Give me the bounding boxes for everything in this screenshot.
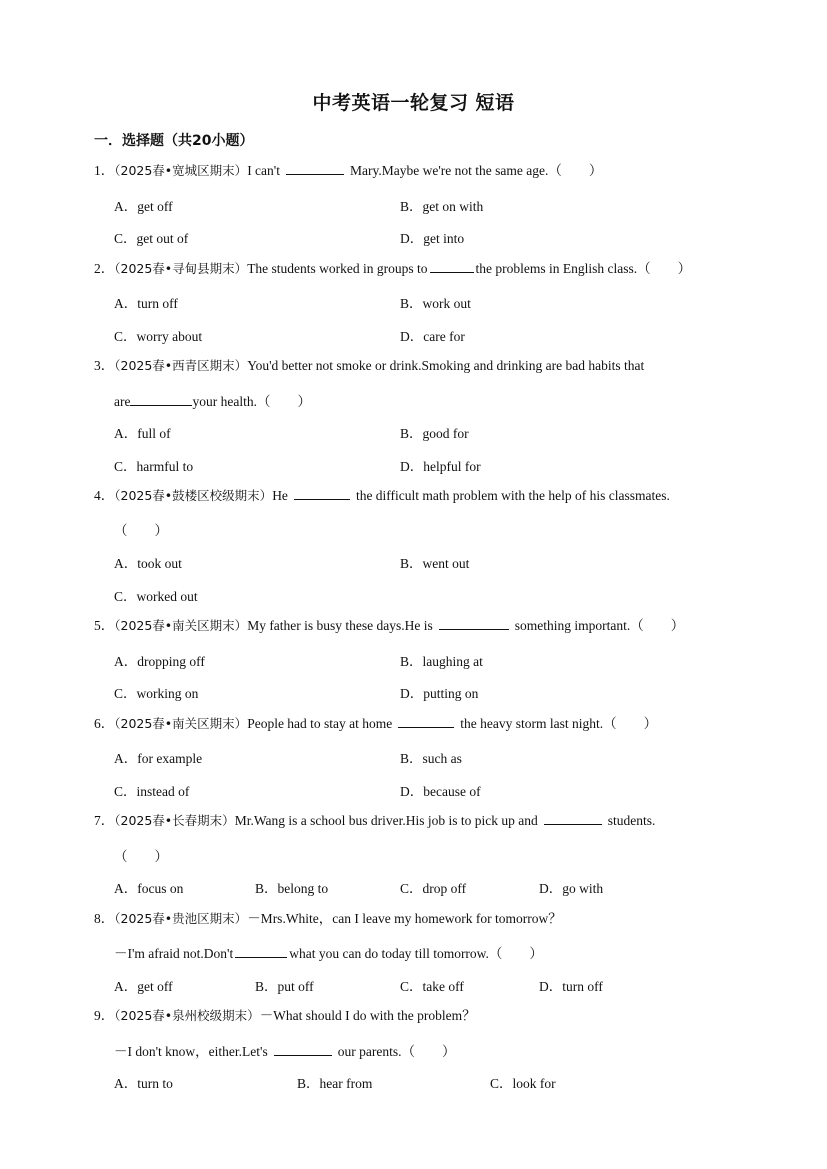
option-a[interactable]: A．get off: [114, 199, 173, 214]
option-d[interactable]: D．go with: [539, 881, 604, 896]
question-1-stem: 1．（2025春•宽城区期末）I can't Mary.Maybe we're not the same age.（ ）: [94, 163, 603, 178]
option-b[interactable]: B．hear from: [297, 1076, 373, 1091]
answer-blank: [286, 162, 344, 175]
question-2-stem: 2．（2025春•寻甸县期末）The students worked in groups to the problems in English class.（ ）: [94, 261, 692, 276]
option-c[interactable]: C．harmful to: [114, 459, 194, 474]
question-source: （2025春•宽城区期末）: [114, 163, 248, 178]
option-d[interactable]: D．get into: [400, 231, 465, 246]
option-a[interactable]: A．focus on: [114, 881, 184, 896]
question-9-stem-cont: －I don't know，either.Let's our parents.（ ）: [114, 1044, 456, 1059]
option-a[interactable]: A．get off: [114, 979, 173, 994]
option-d[interactable]: D．helpful for: [400, 459, 481, 474]
option-a[interactable]: A．dropping off: [114, 654, 205, 669]
answer-blank: [235, 945, 287, 958]
option-b[interactable]: B．put off: [255, 979, 314, 994]
option-b[interactable]: B．such as: [400, 751, 462, 766]
question-number: 1．: [94, 163, 115, 178]
option-a[interactable]: A．full of: [114, 426, 171, 441]
option-d[interactable]: D．because of: [400, 784, 481, 799]
question-5-stem: 5．（2025春•南关区期末）My father is busy these days.He is something important.（ ）: [94, 618, 685, 633]
option-c[interactable]: C．look for: [490, 1076, 556, 1091]
question-6-stem: 6．（2025春•南关区期末）People had to stay at home the heavy storm last night.（ ）: [94, 716, 658, 731]
answer-paren: （ ）: [114, 523, 168, 538]
answer-blank: [544, 812, 602, 825]
answer-blank: [294, 487, 350, 500]
option-c[interactable]: C．worry about: [114, 329, 203, 344]
option-c[interactable]: C．working on: [114, 686, 199, 701]
question-4-stem: 4．（2025春•鼓楼区校级期末）He the difficult math problem with the help of his classmates.: [94, 488, 670, 503]
option-d[interactable]: D．putting on: [400, 686, 479, 701]
page-title: 中考英语一轮复习 短语: [312, 92, 515, 114]
question-8-stem: 8．（2025春•贵池区期末）－Mrs.White，can I leave my homework for tomorrow？: [94, 911, 562, 926]
option-c[interactable]: C．instead of: [114, 784, 190, 799]
option-b[interactable]: B．work out: [400, 296, 471, 311]
answer-blank: [439, 617, 509, 630]
option-d[interactable]: D．care for: [400, 329, 465, 344]
answer-paren: （ ）: [114, 849, 168, 864]
option-b[interactable]: B．get on with: [400, 199, 484, 214]
option-d[interactable]: D．turn off: [539, 979, 603, 994]
question-7-stem: 7．（2025春•长春期末）Mr.Wang is a school bus driver.His job is to pick up and students.: [94, 813, 656, 828]
question-9-stem: 9．（2025春•泉州校级期末）－What should I do with the problem？: [94, 1008, 476, 1023]
option-c[interactable]: C．drop off: [400, 881, 467, 896]
option-c[interactable]: C．worked out: [114, 589, 198, 604]
option-c[interactable]: C．get out of: [114, 231, 189, 246]
option-a[interactable]: A．for example: [114, 751, 203, 766]
answer-blank: [398, 715, 454, 728]
option-b[interactable]: B．belong to: [255, 881, 329, 896]
option-a[interactable]: A．turn to: [114, 1076, 173, 1091]
answer-blank: [274, 1043, 332, 1056]
option-b[interactable]: B．good for: [400, 426, 469, 441]
option-a[interactable]: A．turn off: [114, 296, 178, 311]
question-3-stem: 3．（2025春•西青区期末）You'd better not smoke or drink.Smoking and drinking are bad habits that: [94, 358, 645, 373]
option-b[interactable]: B．laughing at: [400, 654, 483, 669]
option-c[interactable]: C．take off: [400, 979, 464, 994]
option-b[interactable]: B．went out: [400, 556, 470, 571]
answer-blank: [430, 260, 474, 273]
question-3-stem-cont: are your health.（ ）: [114, 394, 311, 409]
answer-blank: [130, 393, 192, 406]
option-a[interactable]: A．took out: [114, 556, 182, 571]
section-heading: 一．选择题（共20小题）: [94, 133, 254, 149]
question-8-stem-cont: －I'm afraid not.Don't what you can do today till tomorrow.（ ）: [114, 946, 543, 961]
